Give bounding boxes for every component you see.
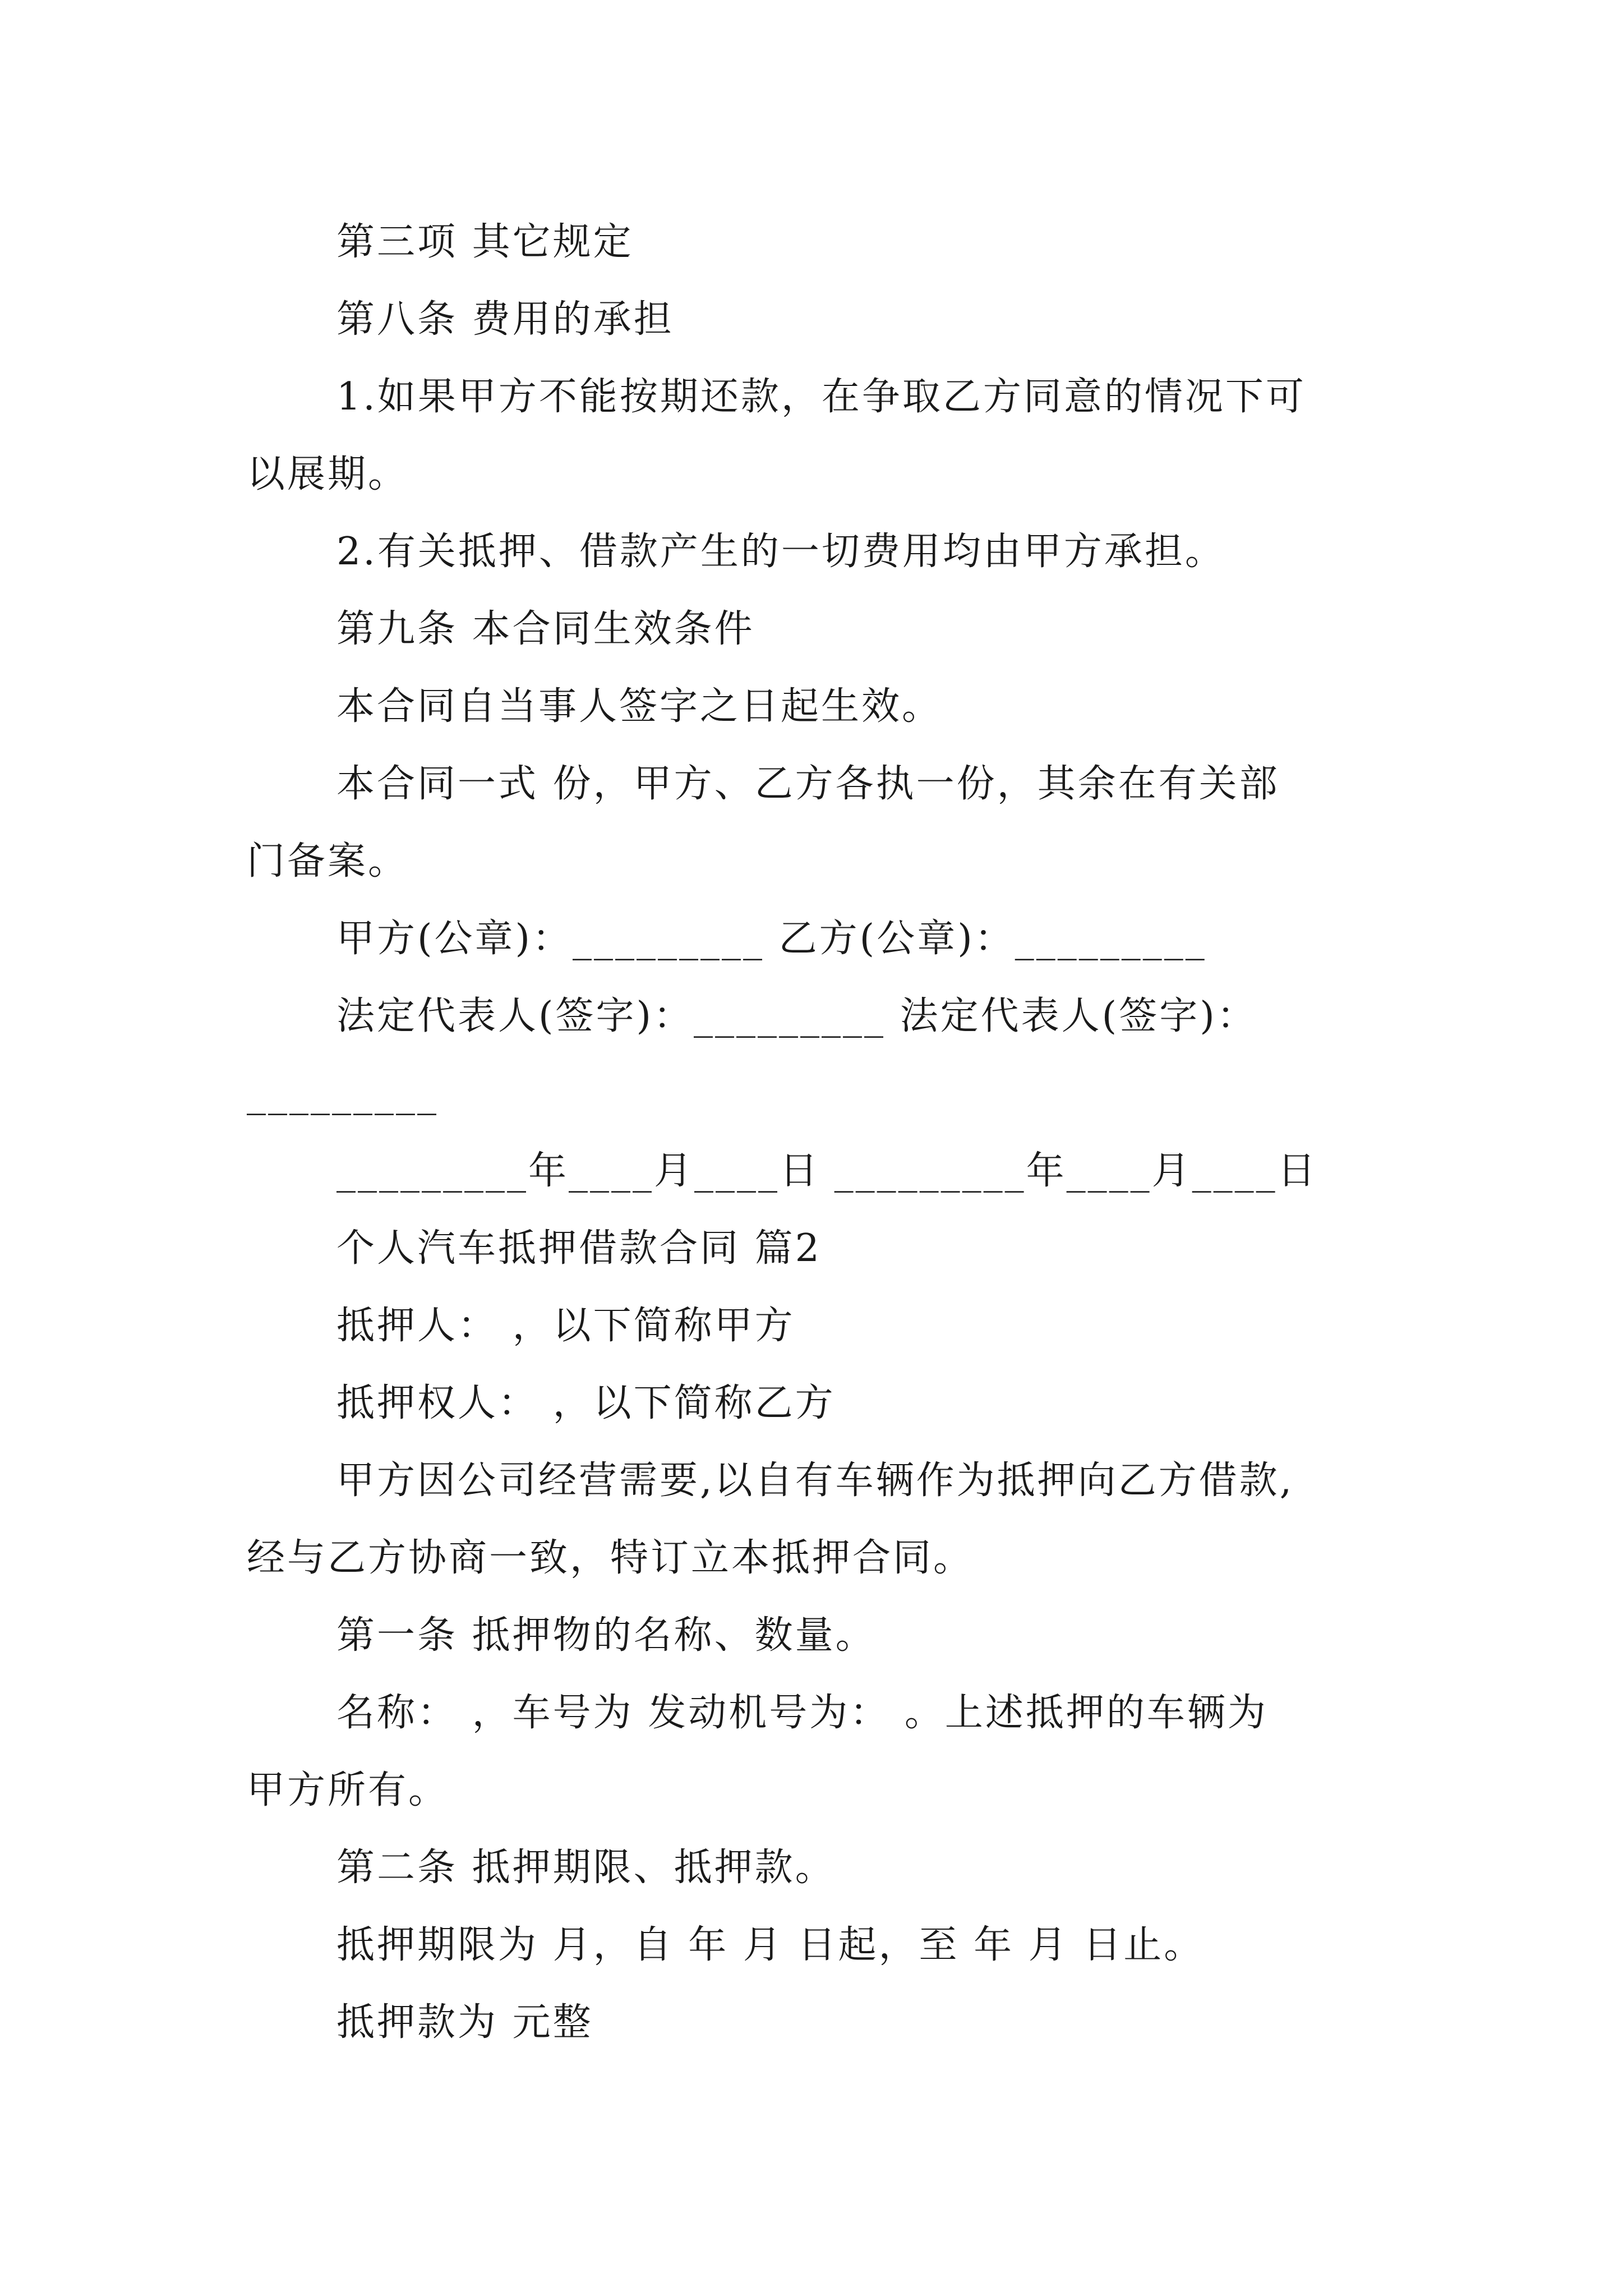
preamble: 甲方因公司经营需要,以自有车辆作为抵押向乙方借款,	[336, 1458, 1294, 1503]
date-line: _________年____月____日 _________年____月____日	[336, 1149, 1318, 1193]
article-8-item-1: 1.如果甲方不能按期还款，在争取乙方同意的情况下可	[336, 375, 1306, 419]
mortgagee-line: 抵押权人： ，以下简称乙方	[336, 1381, 836, 1425]
article-1-text: 名称： ，车号为 发动机号为： 。上述抵押的车辆为	[336, 1691, 1268, 1735]
preamble-cont: 经与乙方协商一致，特订立本抵押合同。	[247, 1536, 974, 1580]
article-9-text: 本合同自当事人签字之日起生效。	[336, 684, 943, 729]
copies-clause-cont: 门备案。	[247, 839, 409, 884]
contract-2-title: 个人汽车抵押借款合同 篇2	[336, 1226, 822, 1271]
party-seal-line: 甲方(公章)：_________ 乙方(公章)：_________	[336, 917, 1207, 961]
article-1-text-cont: 甲方所有。	[247, 1768, 449, 1812]
mortgagor-line: 抵押人： ，以下简称甲方	[336, 1304, 795, 1348]
copies-clause: 本合同一式 份，甲方、乙方各执一份，其余在有关部	[336, 762, 1280, 806]
article-8-heading: 第八条 费用的承担	[336, 297, 674, 342]
section-heading-3: 第三项 其它规定	[336, 220, 634, 264]
signature-blank: _________	[247, 1071, 439, 1116]
article-2-heading: 第二条 抵押期限、抵押款。	[336, 1846, 836, 1890]
article-8-item-1-cont: 以展期。	[247, 452, 409, 496]
representative-sign-line: 法定代表人(签字)：_________ 法定代表人(签字)：	[336, 994, 1257, 1038]
mortgage-term: 抵押期限为 月，自 年 月 日起，至 年 月 日止。	[336, 1923, 1205, 1967]
article-8-item-2: 2.有关抵押、借款产生的一切费用均由甲方承担。	[336, 530, 1225, 574]
mortgage-amount: 抵押款为 元整	[336, 2000, 593, 2045]
article-1-heading: 第一条 抵押物的名称、数量。	[336, 1613, 876, 1658]
article-9-heading: 第九条 本合同生效条件	[336, 607, 755, 651]
